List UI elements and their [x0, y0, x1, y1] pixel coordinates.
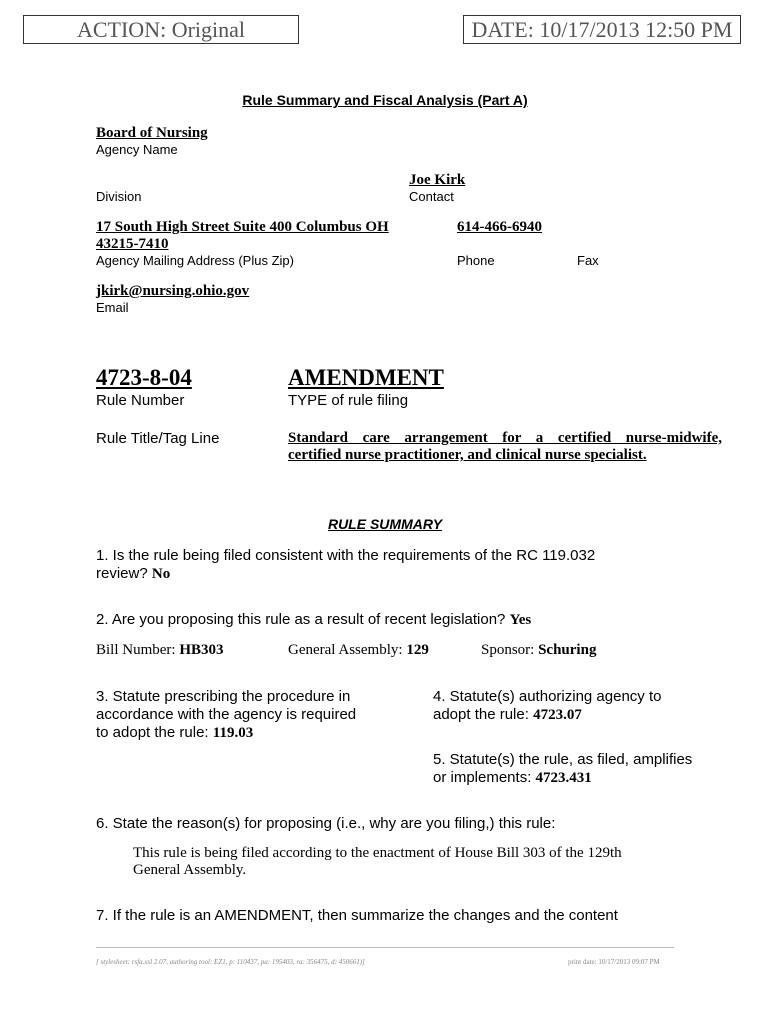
- footer-metadata: [ stylesheet: rsfa.xsl 2.07, authoring tool: EZ1, p: 110437, pa: 195403, ra: 356475, d: 450661)]: [96, 958, 365, 966]
- bill-number: Bill Number: HB303: [96, 642, 224, 658]
- question-2: 2. Are you proposing this rule as a result of recent legislation? Yes: [96, 611, 532, 628]
- phone-label: Phone: [457, 253, 495, 268]
- question-1-line1: 1. Is the rule being filed consistent with the requirements of the RC 119.032: [96, 547, 596, 564]
- rule-number-label: Rule Number: [96, 392, 185, 409]
- date-box: [463, 15, 741, 44]
- rule-title-line2: certified nurse practitioner, and clinical nurse specialist.: [288, 447, 647, 463]
- question-3-answer: 119.03: [212, 725, 254, 741]
- address-line1: 17 South High Street Suite 400 Columbus OH: [96, 219, 389, 235]
- question-4: 4. Statute(s) authorizing agency to adopt the rule: 4723.07: [433, 688, 662, 723]
- email-value: jkirk@nursing.ohio.gov: [96, 283, 250, 299]
- agency-name-value: Board of Nursing: [96, 125, 208, 141]
- action-box: [23, 15, 299, 44]
- question-6: 6. State the reason(s) for proposing (i.e., why are you filing,) this rule:: [96, 815, 556, 832]
- footer-print-date: print date: 10/17/2013 09:07 PM: [568, 958, 660, 966]
- page-title: Rule Summary and Fiscal Analysis (Part A): [242, 92, 528, 108]
- question-5-answer: 4723.431: [535, 770, 592, 786]
- contact-value: Joe Kirk: [409, 172, 466, 188]
- question-1-line2: review? No: [96, 565, 171, 582]
- rule-number-value: 4723-8-04: [96, 365, 192, 390]
- contact-label: Contact: [409, 189, 454, 204]
- rule-type-label: TYPE of rule filing: [288, 392, 409, 409]
- division-label: Division: [96, 189, 142, 204]
- rule-type-value: AMENDMENT: [288, 365, 444, 390]
- general-assembly-value: 129: [406, 642, 429, 658]
- question-1-answer: No: [151, 566, 171, 582]
- phone-value: 614-466-6940: [457, 219, 542, 235]
- sponsor-value: Schuring: [538, 642, 597, 658]
- date-text: DATE: 10/17/2013 12:50 PM: [471, 16, 733, 42]
- general-assembly: General Assembly: 129: [288, 642, 429, 658]
- question-1: [96, 547, 595, 583]
- email-label: Email: [96, 300, 129, 315]
- address-label: Agency Mailing Address (Plus Zip): [96, 253, 294, 268]
- rule-summary-heading: RULE SUMMARY: [327, 516, 443, 532]
- question-6-answer: This rule is being filed according to the enactment of House Bill 303 of the 129th General Assembly.: [133, 845, 622, 878]
- sponsor: Sponsor: Schuring: [481, 642, 597, 658]
- rule-title-line1: Standard care arrangement for a certified nurse-midwife,: [288, 430, 722, 446]
- rule-title-label: Rule Title/Tag Line: [96, 430, 220, 447]
- bill-number-value: HB303: [179, 642, 224, 658]
- footer-divider: [96, 947, 674, 948]
- question-4-answer: 4723.07: [533, 707, 582, 723]
- question-3: 3. Statute prescribing the procedure in accordance with the agency is required to adopt the rule: 119.03: [96, 688, 357, 741]
- action-text: ACTION: Original: [76, 16, 246, 42]
- fax-label: Fax: [577, 253, 599, 268]
- agency-name-label: Agency Name: [96, 142, 178, 157]
- question-7: 7. If the rule is an AMENDMENT, then summarize the changes and the content: [96, 907, 618, 924]
- question-5: 5. Statute(s) the rule, as filed, amplifies or implements: 4723.431: [433, 751, 693, 786]
- address-line2: 43215-7410: [96, 236, 169, 252]
- question-2-answer: Yes: [509, 612, 532, 628]
